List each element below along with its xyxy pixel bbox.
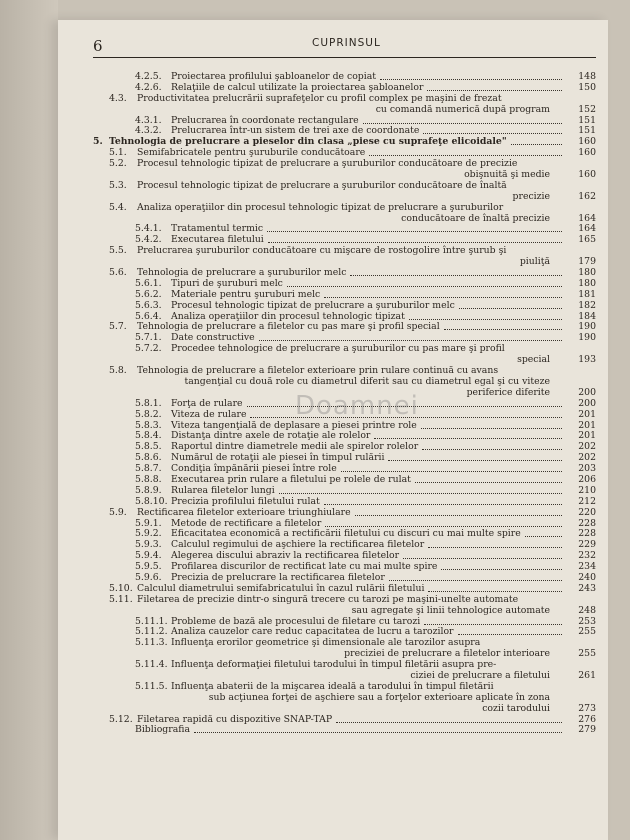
dot-leader	[423, 133, 562, 134]
toc-entry-title: Prelucrarea într-un sistem de trei axe de coordonate	[171, 125, 420, 137]
toc-entry-number: 5.11.3.	[135, 637, 168, 649]
toc-entry-number: 5.3.	[109, 179, 127, 191]
toc-entry-page: 228	[578, 517, 596, 529]
toc-entry-title: Condiţia împănării piesei între role	[171, 463, 337, 475]
toc-entry-page: 202	[578, 441, 596, 453]
toc-entry-number: 5.8.2.	[135, 408, 162, 420]
toc-entry-page: 243	[578, 582, 596, 594]
toc-entry-title: Numărul de rotaţii ale piesei în timpul rulării	[171, 452, 385, 464]
toc-entry-page: 160	[578, 169, 596, 181]
dot-leader	[424, 624, 562, 625]
toc-entry-title: Influenţa erorilor geometrice şi dimensionale ale tarozilor asupra	[171, 637, 481, 649]
toc-entry-number: 4.2.6.	[135, 81, 162, 93]
toc-entry-number: 5.6.4.	[135, 310, 162, 322]
toc-entry-page: 182	[578, 299, 596, 311]
toc-entry-title: Procesul tehnologic tipizat de prelucrare a şuruburilor melc	[171, 299, 455, 311]
toc-entry-number: 5.8.4.	[135, 430, 162, 442]
dot-leader	[336, 722, 562, 723]
page-number: 6	[93, 37, 103, 55]
dot-leader	[194, 732, 562, 733]
watermark: Doamnei	[295, 391, 419, 421]
toc-entry-number: 5.8.8.	[135, 473, 162, 485]
toc-entry-number: 5.7.2.	[135, 343, 162, 355]
dot-leader	[279, 493, 562, 494]
toc-entry-continuation	[93, 704, 596, 715]
toc-entry-title: Prelucrarea în coordonate rectangulare	[171, 114, 359, 126]
toc-entry-number: 4.3.1.	[135, 114, 162, 126]
toc-entry-number: 5.6.1.	[135, 277, 162, 289]
toc-entry-page: 255	[578, 648, 596, 660]
toc-entry-title: Alegerea discului abraziv la rectificarea filetelor	[171, 550, 400, 562]
toc-entry-title: Tehnologia de prelucrare a şuruburilor melc	[137, 267, 347, 279]
toc-entry-page: 151	[578, 114, 596, 126]
dot-leader	[369, 155, 562, 156]
toc-entry-title: Tehnologia de prelucrare a filetelor cu pas mare şi profil special	[137, 321, 440, 333]
toc-entry-title: Raportul dintre diametrele medii ale spirelor rolelor	[171, 441, 419, 453]
toc-entry-page: 164	[578, 223, 596, 235]
toc-entry-title: Tipuri de şuruburi melc	[171, 277, 283, 289]
toc-entry-number: 4.3.	[109, 92, 127, 104]
toc-entry-page: 165	[578, 234, 596, 246]
toc-entry-title: Tratamentul termic	[171, 223, 264, 235]
toc-entry-title-continuation: sub acţiunea forţei de aşchiere sau a forţelor exterioare aplicate în zona	[208, 691, 550, 703]
toc-entry-title-continuation: cozii tarodului	[482, 702, 550, 714]
toc-entry-number: 5.8.9.	[135, 484, 162, 496]
toc-entry-number: 5.11.1.	[135, 615, 168, 627]
toc-entry-page: 201	[578, 419, 596, 431]
toc-entry-page: 180	[578, 267, 596, 279]
toc-entry	[93, 268, 596, 279]
toc-entry-title: Proiectarea profilului şabloanelor de copiat	[171, 71, 376, 82]
toc-entry-number: 5.8.5.	[135, 441, 162, 453]
toc-entry-page: 160	[578, 147, 596, 159]
dot-leader	[363, 123, 562, 124]
toc-entry-title: Precizia profilului filetului rulat	[171, 495, 320, 507]
toc-entry	[93, 301, 596, 312]
toc-entry-number: 5.7.1.	[135, 332, 162, 344]
dot-leader	[421, 428, 562, 429]
toc-entry-page: 279	[578, 724, 596, 736]
toc-entry-title: Analiza operaţiilor din procesul tehnologic tipizat	[171, 310, 405, 322]
running-header-title: CUPRINSUL	[312, 37, 381, 49]
toc-entry-title-continuation: ciziei de prelucrare a filetului	[410, 669, 550, 681]
toc-entry-number: 5.8.3.	[135, 419, 162, 431]
dot-leader	[324, 504, 562, 505]
toc-entry-title: Semifabricatele pentru şuruburile conducătoare	[137, 147, 366, 159]
toc-entry-number: 5.9.4.	[135, 550, 162, 562]
toc-entry-title: Filetarea de precizie dintr-o singură trecere cu tarozi pe maşini-unelte automate	[137, 593, 519, 605]
toc-entry	[93, 224, 596, 235]
dot-leader	[324, 297, 562, 298]
toc-entry-page: 212	[578, 495, 596, 507]
toc-entry-page: 193	[578, 354, 596, 366]
toc-entry-title: Forţa de rulare	[171, 397, 243, 409]
toc-entry-number: 5.8.6.	[135, 452, 162, 464]
dot-leader	[458, 634, 563, 635]
toc-entry-title: Procesul tehnologic tipizat de prelucrare a şuruburilor conducătoare de înaltă	[137, 179, 507, 191]
toc-entry-title: Rularea filetelor lungi	[171, 484, 275, 496]
toc-entry-title: Productivitatea prelucrării suprafeţelor cu profil complex pe maşini de frezat	[137, 92, 502, 104]
toc-entry-number: 5.9.2.	[135, 528, 162, 540]
toc-entry-title: Metode de rectificare a filetelor	[171, 517, 322, 529]
toc-entry-page: 179	[578, 256, 596, 268]
toc-entry-number: 5.9.6.	[135, 571, 162, 583]
toc-entry-page: 273	[578, 702, 596, 714]
toc-entry-page: 220	[578, 506, 596, 518]
toc-entry-page: 240	[578, 571, 596, 583]
toc-entry-title-continuation: preciziei de prelucrare a filetelor interioare	[344, 648, 550, 660]
dot-leader	[388, 460, 562, 461]
dot-leader	[427, 90, 562, 91]
toc-entry-page: 190	[578, 321, 596, 333]
toc-entry-page: 164	[578, 212, 596, 224]
toc-entry-title-continuation: sau agregate şi linii tehnologice automate	[351, 604, 550, 616]
toc-entry-title: Procedee tehnologice de prelucrare a şuruburilor cu pas mare şi profil	[171, 343, 505, 355]
toc-entry-title-continuation: piuliţă	[519, 256, 550, 268]
toc-entry-page: 162	[578, 190, 596, 202]
toc-entry	[93, 508, 596, 519]
toc-entry-page: 206	[578, 473, 596, 485]
toc-entry	[93, 203, 596, 214]
toc-entry-title: Eficacitatea economică a rectificării filetului cu discuri cu mai multe spire	[171, 528, 521, 540]
toc-entry-title: Executarea prin rulare a filetului pe rolele de rulat	[171, 473, 411, 485]
toc-entry	[93, 322, 596, 333]
toc-entry-title: Influenţa abaterii de la mişcarea ideală a tarodului în timpul filetării	[171, 680, 494, 692]
dot-leader	[380, 79, 562, 80]
toc-entry-page: 151	[578, 125, 596, 137]
toc-entry-number: 4.2.5.	[135, 71, 162, 82]
toc-entry-title: Prelucrarea şuruburilor conducătoare cu mişcare de rostogolire între şurub şi	[137, 245, 507, 257]
dot-leader	[459, 308, 562, 309]
toc-entry-page: 150	[578, 81, 596, 93]
toc-entry-title-continuation: periferice diferite	[466, 386, 550, 398]
dot-leader	[341, 471, 562, 472]
toc-entry	[93, 725, 596, 736]
toc-entry-title-continuation: special	[517, 354, 550, 366]
toc-entry-page: 276	[578, 713, 596, 725]
toc-entry-number: 4.3.2.	[135, 125, 162, 137]
book-gutter	[0, 0, 58, 840]
dot-leader	[268, 242, 562, 243]
toc-entry	[93, 475, 596, 486]
toc-entry-number: 5.4.	[109, 201, 127, 213]
toc-entry-number: 5.8.	[109, 365, 127, 377]
toc-entry-number: 5.9.5.	[135, 561, 162, 573]
toc-entry-number: 5.6.2.	[135, 288, 162, 300]
toc-entry-page: 202	[578, 452, 596, 464]
dot-leader	[267, 231, 562, 232]
toc-entry-page: 180	[578, 277, 596, 289]
dot-leader	[355, 515, 562, 516]
toc-entry-number: 5.12.	[109, 713, 133, 725]
toc-entry-number: 5.6.	[109, 267, 127, 279]
dot-leader	[444, 329, 562, 330]
toc-entry-page: 200	[578, 386, 596, 398]
toc-entry-title: Analiza cauzelor care reduc capacitatea de lucru a tarozilor	[171, 626, 454, 638]
toc-entry-number: 5.	[93, 136, 103, 148]
toc-entry-page: 253	[578, 615, 596, 627]
dot-leader	[259, 340, 562, 341]
toc-entry-page: 184	[578, 310, 596, 322]
toc-entry-page: 228	[578, 528, 596, 540]
toc-entry-continuation	[93, 214, 596, 225]
dot-leader	[441, 569, 562, 570]
dot-leader	[525, 536, 562, 537]
toc-entry-title: Calculul diametrului semifabricatului în cazul rulării filetului	[137, 582, 425, 594]
toc-entry-page: 190	[578, 332, 596, 344]
toc-entry-number: 5.11.4.	[135, 659, 168, 671]
dot-leader	[325, 526, 562, 527]
dot-leader	[374, 438, 562, 439]
toc-entry-page: 201	[578, 430, 596, 442]
toc-entry-title: Date constructive	[171, 332, 255, 344]
toc-entry-page: 248	[578, 604, 596, 616]
toc-entry-number: 5.10.	[109, 582, 133, 594]
toc-entry-title: Rectificarea filetelor exterioare triunghiulare	[137, 506, 351, 518]
toc-entry-title: Precizia de prelucrare la rectificarea filetelor	[171, 571, 385, 583]
dot-leader	[403, 558, 562, 559]
toc-entry-title: Influenţa deformaţiei filetului tarodului în timpul filetării asupra pre-	[171, 659, 497, 671]
toc-entry-number: 5.6.3.	[135, 299, 162, 311]
toc-entry-page: 148	[578, 71, 596, 82]
header-rule	[93, 57, 596, 58]
toc-entry-number: 5.11.2.	[135, 626, 168, 638]
dot-leader	[409, 319, 562, 320]
toc-entry-page: 261	[578, 669, 596, 681]
toc-entry-title-continuation: precizie	[512, 190, 550, 202]
toc-entry-title: Tehnologia de prelucrare a filetelor exterioare prin rulare continuă cu avans	[137, 365, 499, 377]
toc-entry-title: Executarea filetului	[171, 234, 264, 246]
dot-leader	[422, 449, 562, 450]
toc-entry-number: 5.11.5.	[135, 680, 168, 692]
dot-leader	[350, 275, 562, 276]
toc-entry-number: 5.2.	[109, 158, 127, 170]
toc-entry-title-continuation: cu comandă numerică după program	[375, 103, 550, 115]
toc-entry-number: 5.8.7.	[135, 463, 162, 475]
toc-entry-page: 181	[578, 288, 596, 300]
toc-entry-page: 203	[578, 463, 596, 475]
toc-entry-number: 5.1.	[109, 147, 127, 159]
toc-entry-number: 5.4.2.	[135, 234, 162, 246]
toc-entry	[93, 453, 596, 464]
toc-entry-title: Distanţa dintre axele de rotaţie ale rolelor	[171, 430, 371, 442]
toc-entry-number: 5.11.	[109, 593, 133, 605]
toc-entry-number: 5.9.3.	[135, 539, 162, 551]
toc-entry-number: 5.9.	[109, 506, 127, 518]
toc-entry-page: 229	[578, 539, 596, 551]
toc-entry-number: 5.9.1.	[135, 517, 162, 529]
toc-entry-title: Viteza tangenţială de deplasare a piesei printre role	[171, 419, 417, 431]
toc-entry-title: Filetarea rapidă cu dispozitive SNAP-TAP	[137, 713, 333, 725]
toc-entry-page: 152	[578, 103, 596, 115]
toc-entry-page: 200	[578, 397, 596, 409]
toc-entry-title: Analiza operaţiilor din procesul tehnologic tipizat de prelucrare a şuruburilor	[137, 201, 504, 213]
toc-entry-title: Relaţiile de calcul utilizate la proiectarea şabloanelor	[171, 81, 424, 93]
toc-entry-page: 210	[578, 484, 596, 496]
toc-entry-title: Bibliografia	[135, 724, 190, 736]
toc-entry-page: 160	[578, 136, 596, 148]
toc-entry	[93, 497, 596, 508]
toc-entry-title: Calculul regimului de aşchiere la rectificarea filetelor	[171, 539, 425, 551]
dot-leader	[287, 286, 562, 287]
dot-leader	[415, 482, 562, 483]
dot-leader	[511, 144, 562, 145]
toc-entry-page: 255	[578, 626, 596, 638]
toc-entry-continuation	[93, 105, 596, 116]
toc-entry-number: 5.8.10.	[135, 495, 168, 507]
toc-entry-title: Tehnologia de prelucrare a pieselor din clasa „piese cu suprafeţe elicoidale"	[109, 136, 507, 148]
toc-entry	[93, 279, 596, 290]
toc-entry-title-continuation: obişnuită şi medie	[464, 169, 550, 181]
toc-entry-title-continuation: conducătoare de înaltă precizie	[401, 212, 550, 224]
toc-entry-page: 234	[578, 561, 596, 573]
toc-entry-title: Materiale pentru şuruburi melc	[171, 288, 321, 300]
toc-entry-number: 5.5.	[109, 245, 127, 257]
dot-leader	[428, 547, 562, 548]
dot-leader	[428, 591, 562, 592]
toc-entry-continuation	[93, 606, 596, 617]
toc-entry-number: 5.4.1.	[135, 223, 162, 235]
toc-entry	[93, 595, 596, 606]
toc-entry-title: Probleme de bază ale procesului de filetare cu tarozi	[171, 615, 421, 627]
toc-entry	[93, 486, 596, 497]
toc-entry-page: 201	[578, 408, 596, 420]
toc-entry-title: Procesul tehnologic tipizat de prelucrare a şuruburilor conducătoare de precizie	[137, 158, 518, 170]
toc-entry-title: Viteza de rulare	[171, 408, 247, 420]
toc-entry-number: 5.7.	[109, 321, 127, 333]
toc-entry-title: Profilarea discurilor de rectificat late cu mai multe spire	[171, 561, 438, 573]
toc-entry-page: 232	[578, 550, 596, 562]
dot-leader	[389, 580, 562, 581]
toc-entry-number: 5.8.1.	[135, 397, 162, 409]
toc-entry-title-continuation: tangenţial cu două role cu diametrul diferit sau cu diametrul egal şi cu viteze	[184, 375, 550, 387]
